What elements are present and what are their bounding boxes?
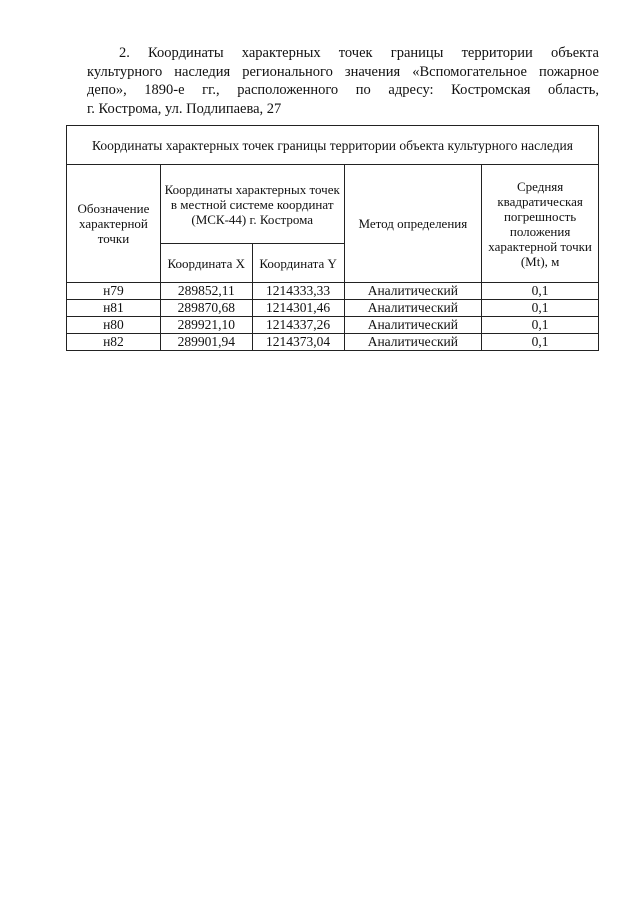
paragraph-line: г. Кострома, ул. Подлипаева, 27 (87, 100, 282, 117)
cell-method: Аналитический (344, 334, 482, 351)
table-row (67, 317, 599, 334)
header-coord-y: Координата Y (252, 244, 344, 283)
paragraph-line: депо», 1890-е гг., расположенного по адресу: Костромская область, (87, 82, 599, 98)
table-title: Координаты характерных точек границы территории объекта культурного наследия (67, 126, 599, 165)
cell-x: 289921,10 (160, 317, 252, 334)
cell-y: 1214301,46 (252, 300, 344, 317)
cell-method: Аналитический (344, 317, 482, 334)
cell-error: 0,1 (482, 283, 599, 300)
table-row (67, 283, 599, 300)
header-error: Средняя квадратическая погрешность положения характерной точки (Mt), м (482, 165, 599, 283)
header-coords-group: Координаты характерных точек в местной системе координат (МСК-44) г. Кострома (160, 165, 344, 244)
cell-method: Аналитический (344, 300, 482, 317)
table-row (67, 334, 599, 351)
cell-y: 1214333,33 (252, 283, 344, 300)
cell-x: 289852,11 (160, 283, 252, 300)
cell-y: 1214337,26 (252, 317, 344, 334)
coordinates-table (66, 125, 599, 351)
cell-method: Аналитический (344, 283, 482, 300)
cell-error: 0,1 (482, 334, 599, 351)
cell-point: н79 (67, 283, 161, 300)
cell-error: 0,1 (482, 317, 599, 334)
cell-x: 289870,68 (160, 300, 252, 317)
table-row (67, 300, 599, 317)
cell-error: 0,1 (482, 300, 599, 317)
cell-point: н82 (67, 334, 161, 351)
cell-point: н80 (67, 317, 161, 334)
cell-point: н81 (67, 300, 161, 317)
header-coord-x: Координата X (160, 244, 252, 283)
section-paragraph (87, 44, 599, 118)
paragraph-line: 2. Координаты характерных точек границы территории объекта (119, 45, 599, 61)
paragraph-line: культурного наследия регионального значения «Вспомогательное пожарное (87, 63, 599, 80)
header-designation: Обозначение характерной точки (67, 165, 161, 283)
cell-y: 1214373,04 (252, 334, 344, 351)
cell-x: 289901,94 (160, 334, 252, 351)
header-method: Метод определения (344, 165, 482, 283)
